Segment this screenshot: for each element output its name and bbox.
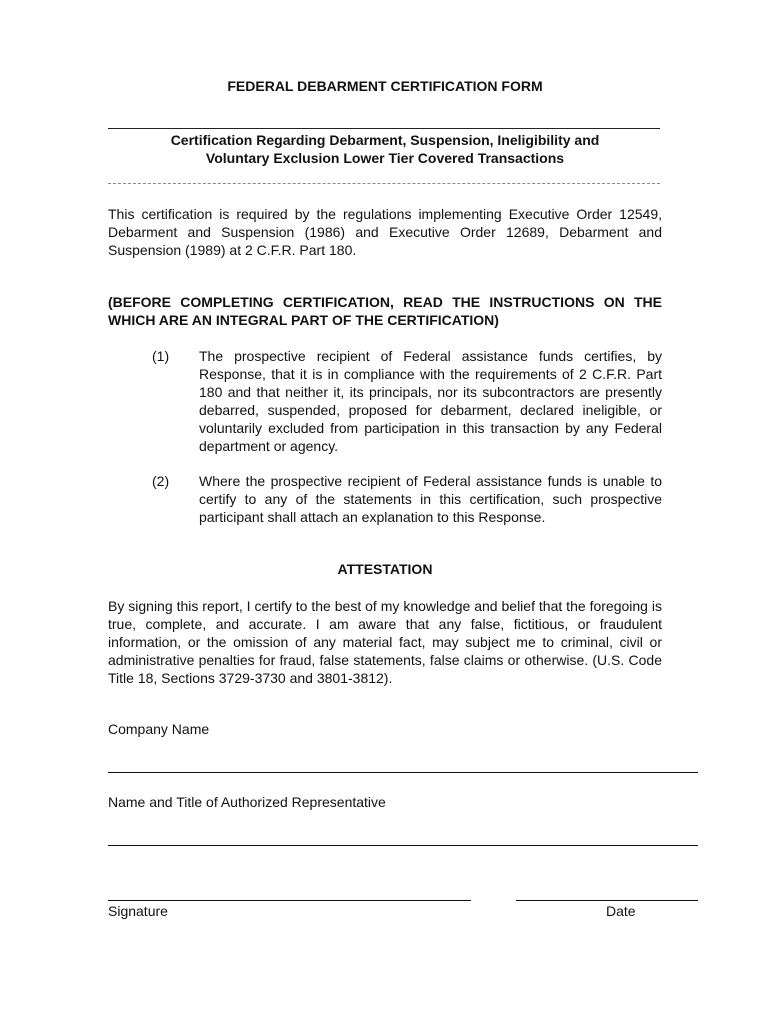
signature-field[interactable]	[108, 900, 471, 901]
subtitle-line-2: Voluntary Exclusion Lower Tier Covered Transactions	[205, 150, 565, 166]
header-divider-top	[108, 128, 660, 129]
subtitle-line-1: Certification Regarding Debarment, Suspension, Ineligibility and	[170, 132, 600, 148]
representative-field[interactable]	[108, 845, 698, 846]
item-text-2: Where the prospective recipient of Federal assistance funds is unable to certify to any of the statements in this certification, such prospective participant shall attach an explanation to this Response.	[199, 473, 662, 525]
item-text-1: The prospective recipient of Federal assistance funds certifies, by Response, that it is in compliance with the requirements of 2 C.F.R. Part 180 and that neither it, its principals, nor its subcontractors are presently debarred, suspended, proposed for debarment, declared ineligible, or voluntarily excluded from participation in this transaction by any Federal department or agency.	[199, 348, 662, 454]
attestation-paragraph: By signing this report, I certify to the best of my knowledge and belief that the foregoing is true, complete, and accurate. I am aware that any false, fictitious, or fraudulent information, or the omission of any material fact, may subject me to criminal, civil or administrative penalties for fraud, false statements, false claims or otherwise. (U.S. Code Title 18, Sections 3729-3730 and 3801-3812).	[108, 598, 662, 686]
item-number-1: (1)	[152, 348, 170, 364]
date-label: Date	[606, 903, 636, 919]
item-number-2: (2)	[152, 473, 170, 489]
form-subtitle	[108, 131, 662, 167]
date-field[interactable]	[516, 900, 698, 901]
representative-label: Name and Title of Authorized Representative	[108, 794, 386, 810]
attestation-heading: ATTESTATION	[337, 561, 433, 577]
intro-paragraph: This certification is required by the regulations implementing Executive Order 12549, Debarment and Suspension (1986) and Executive Order 12689, Debarment and Suspension (1989) at 2 C.F.R. Part 180.	[108, 206, 662, 258]
company-name-field[interactable]	[108, 772, 698, 773]
signature-label: Signature	[108, 903, 168, 919]
header-divider-bottom	[108, 183, 660, 184]
company-name-label: Company Name	[108, 721, 210, 737]
instructions-notice: (BEFORE COMPLETING CERTIFICATION, READ THE INSTRUCTIONS ON THE WHICH ARE AN INTEGRAL PART OF THE CERTIFICATION)	[108, 294, 662, 328]
form-title: FEDERAL DEBARMENT CERTIFICATION FORM	[227, 78, 543, 94]
